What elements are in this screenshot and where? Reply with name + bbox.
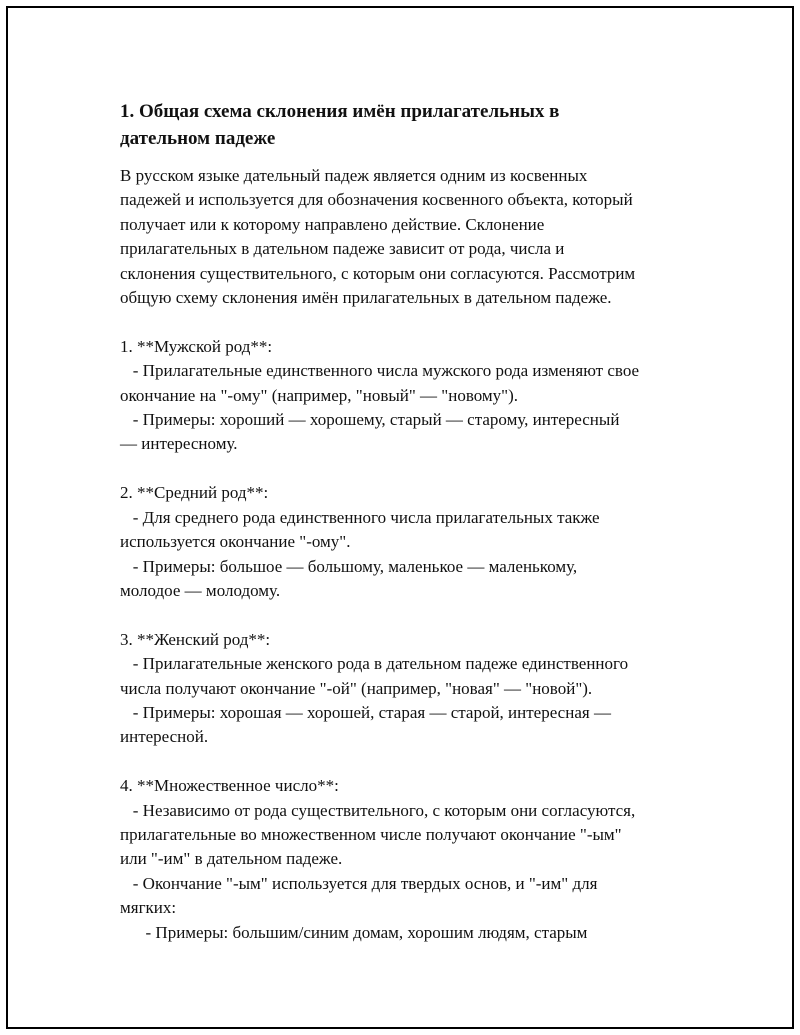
section-item: - Прилагательные женского рода в дательном падеже единственного числа получают окончание "-ой" (например, "новая" — "новой"). bbox=[120, 654, 629, 698]
section-item: - Окончание "-ым" используется для твердых основ, и "-им" для мягких: bbox=[120, 873, 598, 918]
page-title: 1. Общая схема склонения имён прилагательных в дательном падеже bbox=[120, 101, 560, 149]
section-heading-masculine: 1. **Мужской род**: bbox=[120, 336, 273, 356]
section-heading-feminine: 3. **Женский род**: bbox=[120, 629, 271, 649]
section-item: - Примеры: хорошая — хорошей, старая — старой, интересная — интересной. bbox=[120, 702, 611, 747]
section-heading-neuter: 2. **Средний род**: bbox=[120, 483, 269, 503]
section-item: - Примеры: большое — большому, маленькое — маленькому, молодое — молодому. bbox=[120, 556, 578, 600]
intro-paragraph: В русском языке дательный падеж является одним из косвенных падежей и используется для обозначения косвенного объекта, который получает или к которому направлено действие. Склонение прилагательных в дательном падеже зависит от рода, числа и склонения существительного, с которым они согласуются. Рассмотрим общую схему склонения имён прилагательных в дательном падеже. bbox=[120, 166, 636, 308]
section-item: - Для среднего рода единственного числа прилагательных также используется окончание "-ому". bbox=[120, 507, 600, 552]
document-page bbox=[6, 6, 794, 1029]
document-body bbox=[120, 164, 700, 945]
section-heading-plural: 4. **Множественное число**: bbox=[120, 776, 339, 796]
section-item: - Независимо от рода существительного, с которым они согласуются, прилагательные во множественном числе получают окончание "-ым" или "-им" в дательном падеже. bbox=[120, 800, 636, 869]
section-item: - Примеры: большим/синим домам, хорошим людям, старым bbox=[120, 922, 588, 942]
section-item: - Прилагательные единственного числа мужского рода изменяют свое окончание на "-ому" (например, "новый" — "новому"). bbox=[120, 361, 640, 405]
section-item: - Примеры: хороший — хорошему, старый — старому, интересный — интересному. bbox=[120, 410, 620, 454]
document-content bbox=[120, 98, 700, 945]
